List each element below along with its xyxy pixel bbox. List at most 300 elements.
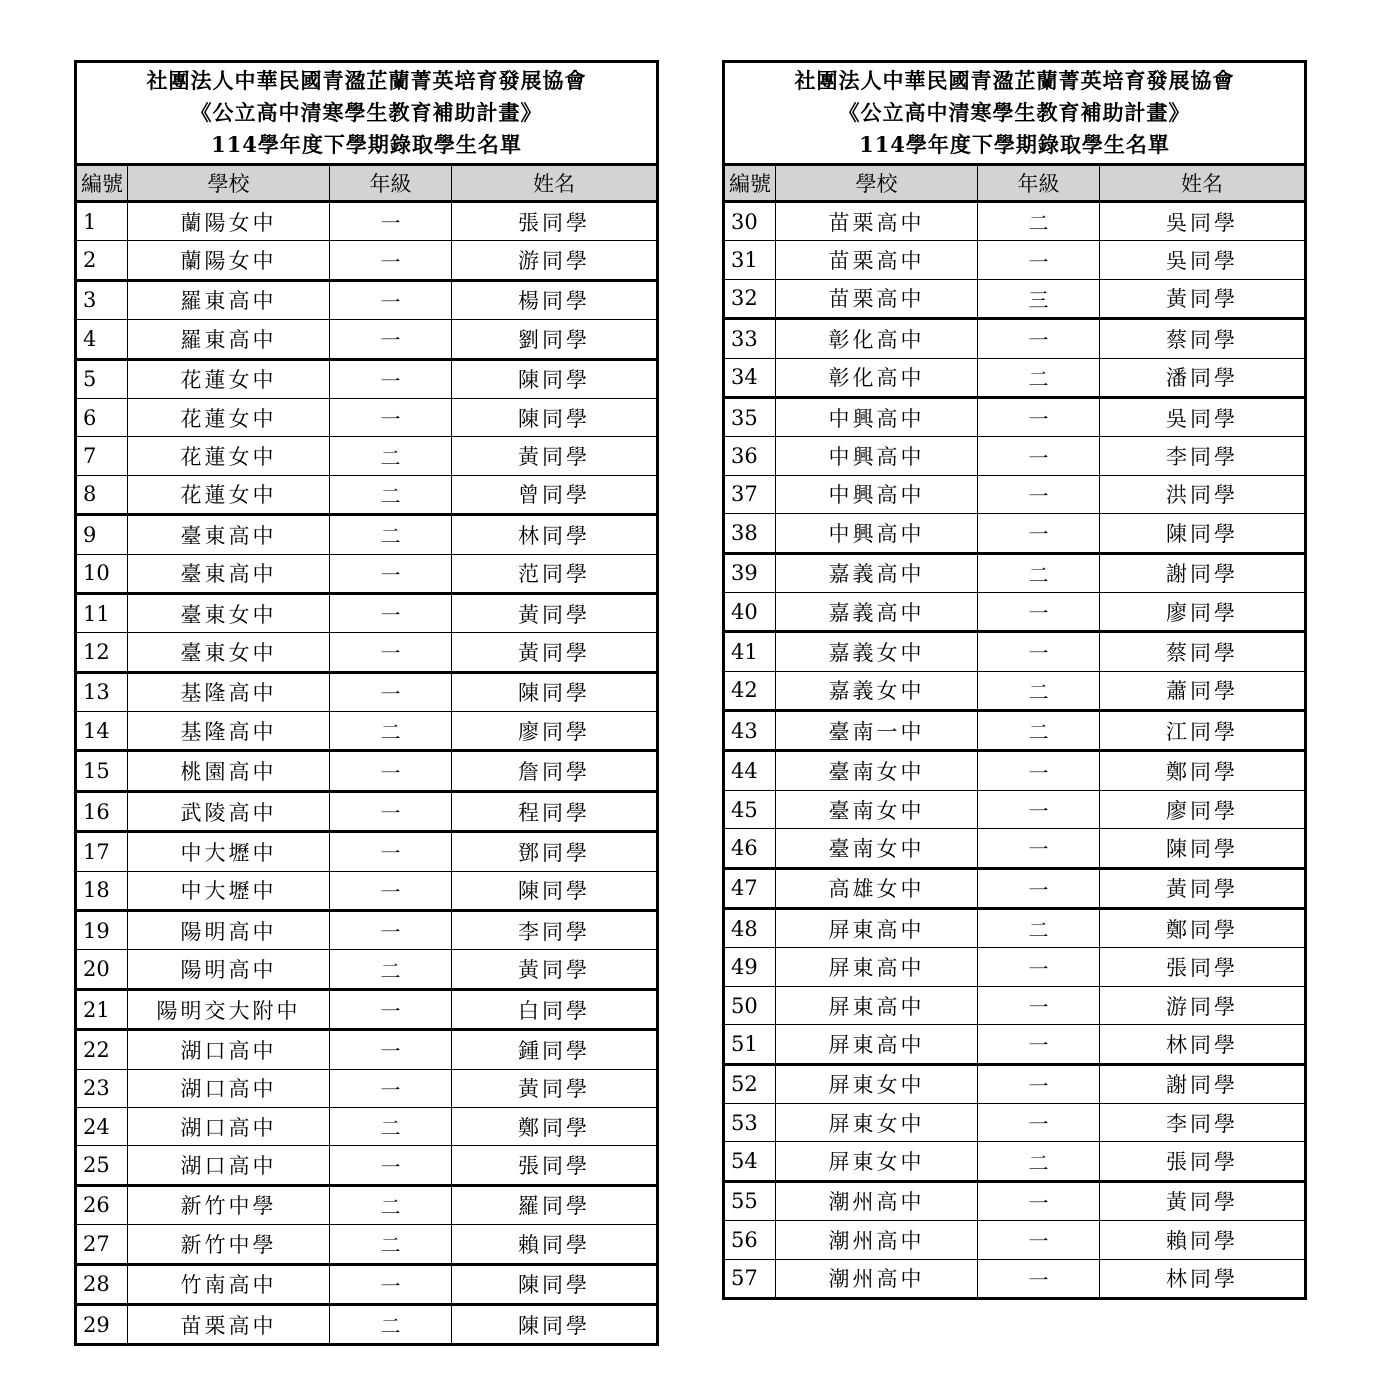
row-school: 基隆高中 [128, 712, 330, 751]
row-number: 40 [724, 592, 776, 631]
row-school: 臺東女中 [128, 593, 330, 632]
row-grade: 一 [978, 790, 1100, 828]
row-number: 15 [76, 751, 128, 791]
row-school: 嘉義高中 [776, 592, 978, 631]
row-name: 吳同學 [1100, 397, 1306, 436]
row-name: 賴同學 [452, 1225, 658, 1264]
table-row [76, 475, 658, 514]
row-school: 湖口高中 [128, 1069, 330, 1107]
row-number: 19 [76, 911, 128, 950]
row-name: 賴同學 [1100, 1221, 1306, 1259]
row-name: 鄭同學 [1100, 909, 1306, 948]
row-name: 詹同學 [452, 751, 658, 791]
row-grade: 一 [330, 791, 452, 831]
row-number: 46 [724, 829, 776, 868]
table-row [76, 911, 658, 950]
row-name: 廖同學 [452, 712, 658, 751]
row-school: 基隆高中 [128, 672, 330, 711]
row-name: 黃同學 [452, 633, 658, 672]
table-row [724, 790, 1306, 828]
row-name: 謝同學 [1100, 1064, 1306, 1103]
row-name: 陳同學 [452, 1304, 658, 1344]
row-name: 張同學 [452, 1146, 658, 1185]
row-grade: 一 [330, 832, 452, 871]
row-number: 21 [76, 989, 128, 1029]
row-number: 57 [724, 1259, 776, 1298]
row-grade: 二 [330, 1107, 452, 1145]
row-name: 張同學 [1100, 948, 1306, 986]
row-grade: 一 [330, 593, 452, 632]
table-row [76, 1146, 658, 1185]
row-grade: 一 [330, 751, 452, 791]
table-row [76, 593, 658, 632]
row-number: 14 [76, 712, 128, 751]
row-number: 16 [76, 791, 128, 831]
row-grade: 一 [330, 1264, 452, 1304]
row-number: 55 [724, 1181, 776, 1220]
row-number: 35 [724, 397, 776, 436]
table-row [76, 1225, 658, 1264]
row-school: 苗栗高中 [128, 1304, 330, 1344]
table-row [76, 437, 658, 475]
row-number: 20 [76, 950, 128, 989]
row-number: 34 [724, 358, 776, 397]
row-grade: 二 [978, 671, 1100, 710]
row-name: 黃同學 [1100, 1181, 1306, 1220]
row-grade: 二 [978, 909, 1100, 948]
row-school: 湖口高中 [128, 1146, 330, 1185]
table-row [724, 1025, 1306, 1064]
row-name: 廖同學 [1100, 592, 1306, 631]
row-name: 劉同學 [452, 320, 658, 359]
row-grade: 一 [330, 359, 452, 398]
row-number: 50 [724, 986, 776, 1024]
table-row [76, 712, 658, 751]
row-grade: 二 [978, 711, 1100, 751]
row-grade: 二 [330, 1225, 452, 1264]
table-row [724, 319, 1306, 358]
header-grade: 年級 [978, 165, 1100, 202]
row-school: 苗栗高中 [776, 202, 978, 241]
row-name: 蔡同學 [1100, 319, 1306, 358]
table-row [724, 437, 1306, 475]
row-school: 潮州高中 [776, 1181, 978, 1220]
row-school: 中大壢中 [128, 832, 330, 871]
table-row [724, 986, 1306, 1024]
row-name: 曾同學 [452, 475, 658, 514]
table-row [76, 989, 658, 1029]
row-number: 5 [76, 359, 128, 398]
row-school: 花蓮女中 [128, 437, 330, 475]
row-name: 林同學 [452, 515, 658, 554]
row-name: 黃同學 [1100, 868, 1306, 908]
row-number: 32 [724, 279, 776, 318]
row-school: 花蓮女中 [128, 398, 330, 436]
row-school: 湖口高中 [128, 1030, 330, 1069]
table-row [724, 553, 1306, 592]
row-name: 廖同學 [1100, 790, 1306, 828]
row-school: 苗栗高中 [776, 279, 978, 318]
title-line-program: 《公立高中清寒學生教育補助計畫》 [838, 100, 1191, 125]
row-school: 中大壢中 [128, 871, 330, 910]
row-number: 29 [76, 1304, 128, 1344]
row-grade: 一 [330, 1030, 452, 1069]
header-school: 學校 [128, 165, 330, 202]
row-name: 張同學 [1100, 1142, 1306, 1181]
row-grade: 一 [978, 475, 1100, 513]
row-school: 屏東高中 [776, 948, 978, 986]
table-row [724, 514, 1306, 553]
table-row [76, 832, 658, 871]
row-grade: 三 [978, 279, 1100, 318]
row-school: 臺東高中 [128, 554, 330, 593]
row-school: 陽明高中 [128, 950, 330, 989]
row-grade: 一 [978, 1221, 1100, 1259]
table-row [724, 241, 1306, 279]
row-school: 臺南女中 [776, 829, 978, 868]
row-number: 48 [724, 909, 776, 948]
row-name: 陳同學 [452, 398, 658, 436]
row-number: 44 [724, 751, 776, 790]
header-number: 編號 [724, 165, 776, 202]
row-grade: 二 [330, 437, 452, 475]
row-grade: 二 [330, 475, 452, 514]
row-grade: 一 [978, 1103, 1100, 1141]
table-row [76, 1304, 658, 1344]
row-name: 潘同學 [1100, 358, 1306, 397]
row-grade: 一 [330, 241, 452, 280]
title-line-program: 《公立高中清寒學生教育補助計畫》 [190, 100, 543, 125]
row-name: 黃同學 [1100, 279, 1306, 318]
row-school: 中興高中 [776, 437, 978, 475]
row-grade: 一 [330, 672, 452, 711]
row-number: 33 [724, 319, 776, 358]
row-grade: 一 [978, 1064, 1100, 1103]
row-school: 花蓮女中 [128, 359, 330, 398]
table-row [76, 950, 658, 989]
table-row [76, 554, 658, 593]
row-name: 黃同學 [452, 950, 658, 989]
roster-table-left [74, 60, 659, 1346]
row-number: 13 [76, 672, 128, 711]
row-school: 新竹中學 [128, 1225, 330, 1264]
row-school: 蘭陽女中 [128, 241, 330, 280]
row-grade: 二 [978, 358, 1100, 397]
row-number: 12 [76, 633, 128, 672]
row-school: 彰化高中 [776, 358, 978, 397]
table-row [76, 1107, 658, 1145]
table-row [76, 398, 658, 436]
row-grade: 二 [330, 515, 452, 554]
table-row [76, 320, 658, 359]
row-school: 陽明交大附中 [128, 989, 330, 1029]
table-row [724, 1064, 1306, 1103]
table-row [724, 1103, 1306, 1141]
row-name: 范同學 [452, 554, 658, 593]
row-grade: 一 [978, 868, 1100, 908]
row-grade: 二 [330, 1185, 452, 1224]
row-school: 中興高中 [776, 475, 978, 513]
row-school: 潮州高中 [776, 1221, 978, 1259]
row-grade: 一 [330, 398, 452, 436]
row-number: 37 [724, 475, 776, 513]
table-row [76, 1185, 658, 1224]
row-school: 苗栗高中 [776, 241, 978, 279]
row-name: 李同學 [1100, 1103, 1306, 1141]
row-school: 屏東高中 [776, 986, 978, 1024]
row-school: 新竹中學 [128, 1185, 330, 1224]
row-grade: 一 [978, 632, 1100, 671]
row-name: 黃同學 [452, 437, 658, 475]
row-school: 湖口高中 [128, 1107, 330, 1145]
table-title [76, 62, 658, 165]
table-row [76, 515, 658, 554]
row-number: 38 [724, 514, 776, 553]
row-school: 蘭陽女中 [128, 202, 330, 241]
row-grade: 一 [978, 319, 1100, 358]
row-number: 22 [76, 1030, 128, 1069]
row-number: 24 [76, 1107, 128, 1145]
row-school: 高雄女中 [776, 868, 978, 908]
row-name: 黃同學 [452, 1069, 658, 1107]
table-row [724, 202, 1306, 241]
table-row [724, 592, 1306, 631]
row-name: 鄭同學 [1100, 751, 1306, 790]
row-grade: 一 [978, 1259, 1100, 1298]
row-grade: 一 [978, 948, 1100, 986]
row-grade: 一 [978, 514, 1100, 553]
row-name: 張同學 [452, 202, 658, 241]
row-number: 17 [76, 832, 128, 871]
row-grade: 一 [330, 1069, 452, 1107]
table-row [724, 279, 1306, 318]
row-name: 蕭同學 [1100, 671, 1306, 710]
table-row [76, 202, 658, 241]
row-school: 臺東高中 [128, 515, 330, 554]
row-grade: 一 [330, 202, 452, 241]
row-grade: 二 [330, 1304, 452, 1344]
row-name: 羅同學 [452, 1185, 658, 1224]
table-row [76, 871, 658, 910]
table-row [724, 671, 1306, 710]
row-school: 嘉義高中 [776, 553, 978, 592]
table-title [724, 62, 1306, 165]
table-row [724, 909, 1306, 948]
roster-table-right [722, 60, 1307, 1300]
row-grade: 二 [330, 712, 452, 751]
row-school: 中興高中 [776, 397, 978, 436]
row-school: 嘉義女中 [776, 632, 978, 671]
row-number: 45 [724, 790, 776, 828]
row-grade: 二 [978, 1142, 1100, 1181]
table-row [724, 475, 1306, 513]
table-row [724, 1142, 1306, 1181]
row-school: 中興高中 [776, 514, 978, 553]
row-name: 鄧同學 [452, 832, 658, 871]
row-name: 吳同學 [1100, 202, 1306, 241]
table-row [724, 632, 1306, 671]
row-number: 6 [76, 398, 128, 436]
row-number: 36 [724, 437, 776, 475]
row-grade: 一 [978, 1181, 1100, 1220]
row-grade: 一 [978, 397, 1100, 436]
row-name: 黃同學 [452, 593, 658, 632]
row-grade: 一 [330, 911, 452, 950]
table-row [76, 1264, 658, 1304]
row-grade: 一 [978, 1025, 1100, 1064]
row-number: 9 [76, 515, 128, 554]
row-grade: 一 [978, 986, 1100, 1024]
row-number: 26 [76, 1185, 128, 1224]
row-number: 39 [724, 553, 776, 592]
row-grade: 一 [330, 989, 452, 1029]
row-number: 49 [724, 948, 776, 986]
row-grade: 一 [978, 241, 1100, 279]
row-name: 蔡同學 [1100, 632, 1306, 671]
table-row [724, 1259, 1306, 1298]
row-school: 羅東高中 [128, 320, 330, 359]
row-number: 42 [724, 671, 776, 710]
row-number: 52 [724, 1064, 776, 1103]
table-row [724, 397, 1306, 436]
row-school: 武陵高中 [128, 791, 330, 831]
row-school: 臺南女中 [776, 751, 978, 790]
row-number: 54 [724, 1142, 776, 1181]
row-name: 程同學 [452, 791, 658, 831]
row-school: 竹南高中 [128, 1264, 330, 1304]
row-name: 李同學 [452, 911, 658, 950]
row-name: 洪同學 [1100, 475, 1306, 513]
row-number: 47 [724, 868, 776, 908]
table-row [76, 1030, 658, 1069]
table-row [724, 711, 1306, 751]
row-number: 8 [76, 475, 128, 514]
row-number: 18 [76, 871, 128, 910]
row-name: 陳同學 [452, 672, 658, 711]
row-school: 桃園高中 [128, 751, 330, 791]
row-school: 屏東高中 [776, 1025, 978, 1064]
row-grade: 一 [330, 280, 452, 319]
row-school: 臺南一中 [776, 711, 978, 751]
table-row [724, 1221, 1306, 1259]
row-grade: 一 [330, 633, 452, 672]
row-school: 彰化高中 [776, 319, 978, 358]
row-name: 李同學 [1100, 437, 1306, 475]
row-number: 3 [76, 280, 128, 319]
row-name: 陳同學 [452, 871, 658, 910]
row-name: 鍾同學 [452, 1030, 658, 1069]
row-grade: 一 [978, 437, 1100, 475]
table-row [724, 1181, 1306, 1220]
row-name: 陳同學 [1100, 514, 1306, 553]
row-number: 7 [76, 437, 128, 475]
row-grade: 一 [330, 1146, 452, 1185]
row-name: 陳同學 [452, 1264, 658, 1304]
row-school: 潮州高中 [776, 1259, 978, 1298]
row-number: 23 [76, 1069, 128, 1107]
table-row [724, 829, 1306, 868]
table-row [76, 359, 658, 398]
header-school: 學校 [776, 165, 978, 202]
table-row [76, 1069, 658, 1107]
row-grade: 二 [978, 202, 1100, 241]
header-name: 姓名 [1100, 165, 1306, 202]
row-school: 臺南女中 [776, 790, 978, 828]
row-grade: 一 [978, 751, 1100, 790]
row-school: 屏東女中 [776, 1064, 978, 1103]
row-number: 30 [724, 202, 776, 241]
row-school: 花蓮女中 [128, 475, 330, 514]
table-row [76, 751, 658, 791]
row-number: 27 [76, 1225, 128, 1264]
row-school: 屏東高中 [776, 909, 978, 948]
row-grade: 一 [978, 829, 1100, 868]
row-number: 51 [724, 1025, 776, 1064]
row-name: 游同學 [1100, 986, 1306, 1024]
row-number: 31 [724, 241, 776, 279]
row-school: 臺東女中 [128, 633, 330, 672]
row-grade: 一 [330, 871, 452, 910]
row-name: 吳同學 [1100, 241, 1306, 279]
row-grade: 二 [978, 553, 1100, 592]
row-grade: 二 [330, 950, 452, 989]
table-row [724, 751, 1306, 790]
row-name: 陳同學 [452, 359, 658, 398]
row-number: 25 [76, 1146, 128, 1185]
title-line-roster: 114學年度下學期錄取學生名單 [859, 132, 1170, 157]
row-number: 11 [76, 593, 128, 632]
table-row [76, 241, 658, 280]
row-number: 53 [724, 1103, 776, 1141]
row-name: 陳同學 [1100, 829, 1306, 868]
row-school: 屏東女中 [776, 1142, 978, 1181]
row-school: 羅東高中 [128, 280, 330, 319]
row-school: 屏東女中 [776, 1103, 978, 1141]
title-line-organization: 社團法人中華民國青溋芷蘭菁英培育發展協會 [794, 68, 1235, 93]
row-school: 陽明高中 [128, 911, 330, 950]
row-school: 嘉義女中 [776, 671, 978, 710]
row-number: 10 [76, 554, 128, 593]
table-row [76, 280, 658, 319]
header-grade: 年級 [330, 165, 452, 202]
row-number: 28 [76, 1264, 128, 1304]
row-number: 4 [76, 320, 128, 359]
row-number: 2 [76, 241, 128, 280]
row-grade: 一 [330, 554, 452, 593]
table-row [724, 358, 1306, 397]
row-grade: 一 [978, 592, 1100, 631]
row-number: 43 [724, 711, 776, 751]
row-number: 56 [724, 1221, 776, 1259]
row-number: 41 [724, 632, 776, 671]
row-name: 楊同學 [452, 280, 658, 319]
row-name: 游同學 [452, 241, 658, 280]
table-row [76, 791, 658, 831]
header-name: 姓名 [452, 165, 658, 202]
title-line-organization: 社團法人中華民國青溋芷蘭菁英培育發展協會 [146, 68, 587, 93]
table-row [724, 948, 1306, 986]
row-grade: 一 [330, 320, 452, 359]
row-name: 白同學 [452, 989, 658, 1029]
row-name: 江同學 [1100, 711, 1306, 751]
table-row [76, 672, 658, 711]
title-line-roster: 114學年度下學期錄取學生名單 [211, 132, 522, 157]
row-name: 鄭同學 [452, 1107, 658, 1145]
table-row [76, 633, 658, 672]
row-name: 謝同學 [1100, 553, 1306, 592]
header-number: 編號 [76, 165, 128, 202]
table-row [724, 868, 1306, 908]
